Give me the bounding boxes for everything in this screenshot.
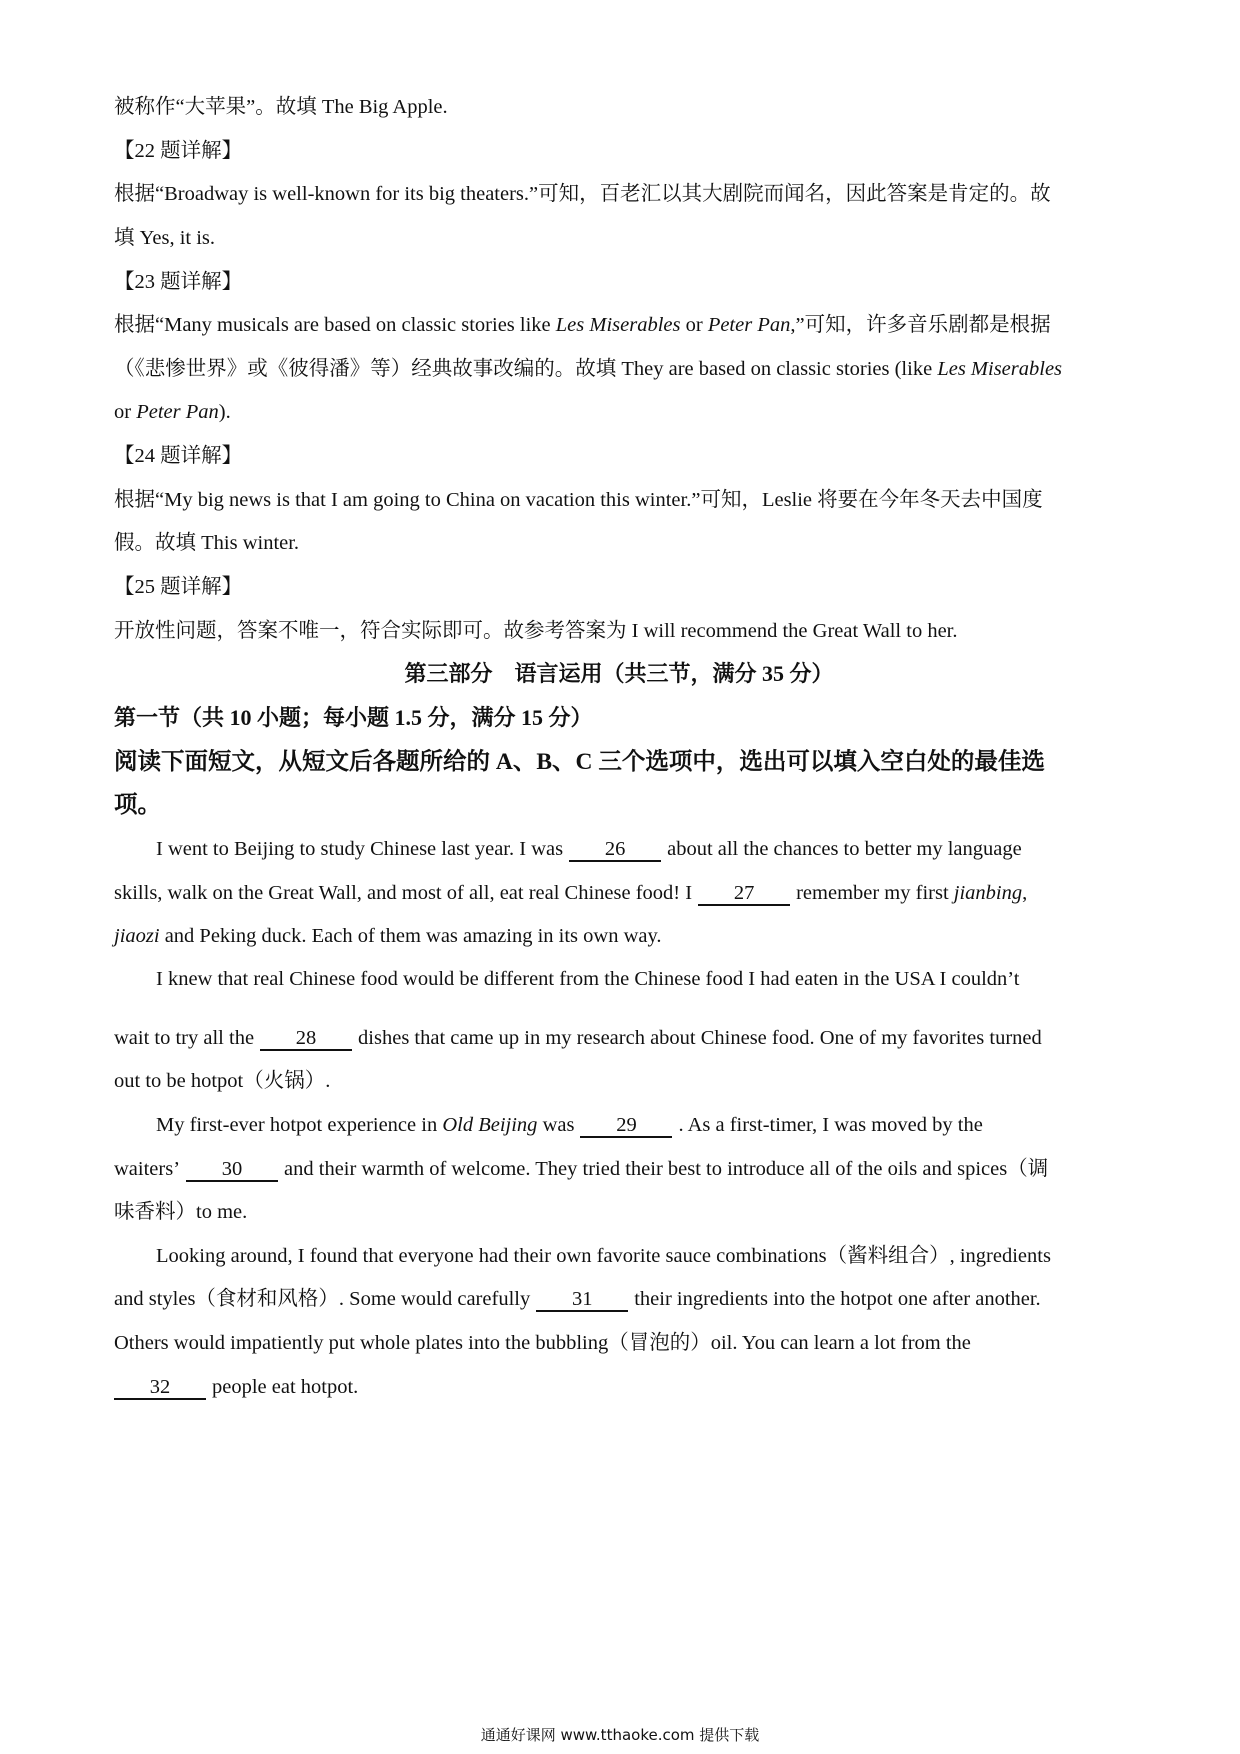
part-title: 第三部分 语言运用（共三节，满分 35 分） <box>404 661 834 686</box>
blank-30: 30 <box>186 1158 278 1182</box>
text-run: ,”可知，许多音乐剧都是根据 <box>790 314 1051 336</box>
text-run: I went to Beijing to study Chinese last year. I was <box>156 838 564 860</box>
text-run: people eat hotpot. <box>212 1376 359 1398</box>
passage-line <box>114 1373 1124 1401</box>
text-run: and Peking duck. Each of them was amazing in its own way. <box>159 925 662 947</box>
text-line <box>114 311 1124 339</box>
section-subtitle: 第一节（共 10 小题；每小题 1.5 分，满分 15 分） <box>114 705 593 730</box>
passage-line <box>156 1111 1166 1139</box>
passage-line <box>114 1155 1124 1183</box>
passage-line: Others would impatiently put whole plates into the bubbling（冒泡的）oil. You can learn a lot from the <box>114 1332 971 1354</box>
italic-word: jiaozi <box>114 925 160 947</box>
question-heading-23: 【23 题详解】 <box>114 271 243 293</box>
question-heading-25: 【25 题详解】 <box>114 576 243 598</box>
passage-line: 味香料）to me. <box>114 1201 248 1223</box>
passage-line <box>114 1285 1124 1313</box>
italic-title: Peter Pan <box>136 401 219 423</box>
blank-26: 26 <box>569 838 661 862</box>
text-line: 根据“Broadway is well-known for its big theaters.”可知，百老汇以其大剧院而闻名，因此答案是肯定的。故 <box>114 183 1051 205</box>
text-run: skills, walk on the Great Wall, and most of all, eat real Chinese food! I <box>114 882 693 904</box>
passage-line <box>114 922 1124 950</box>
text-run: and styles（食材和风格）. Some would carefully <box>114 1288 531 1310</box>
instruction-text: 阅读下面短文，从短文后各题所给的 A、B、C 三个选项中，选出可以填入空白处的最佳选 <box>114 749 1045 775</box>
passage-line <box>114 879 1124 907</box>
text-line: 填 Yes, it is. <box>114 227 216 249</box>
text-run: , <box>1022 882 1028 904</box>
text-run: and their warmth of welcome. They tried their best to introduce all of the oils and spices（调 <box>284 1158 1049 1180</box>
passage-line: out to be hotpot（火锅）. <box>114 1070 331 1092</box>
italic-word: jianbing <box>953 882 1023 904</box>
text-line: 被称作“大苹果”。故填 The Big Apple. <box>114 96 448 118</box>
text-run: waiters’ <box>114 1158 181 1180</box>
question-heading-24: 【24 题详解】 <box>114 445 243 467</box>
italic-title: Les Miserables <box>555 314 681 336</box>
blank-28: 28 <box>260 1027 352 1051</box>
text-line: 开放性问题，答案不唯一，符合实际即可。故参考答案为 I will recommend the Great Wall to her. <box>114 620 958 642</box>
text-run: dishes that came up in my research about Chinese food. One of my favorites turned <box>358 1027 1042 1049</box>
italic-title: Les Miserables <box>937 358 1063 380</box>
text-run: or <box>114 401 137 423</box>
instruction-text: 项。 <box>114 792 161 818</box>
text-run: about all the chances to better my language <box>667 838 1022 860</box>
italic-word: Old Beijing <box>442 1114 538 1136</box>
page-footer: 通通好课网 www.tthaoke.com 提供下载 <box>480 1726 760 1744</box>
text-line: 根据“My big news is that I am going to China on vacation this winter.”可知，Leslie 将要在今年冬天去中国度 <box>114 489 1043 511</box>
text-run: was <box>537 1114 575 1136</box>
text-run: their ingredients into the hotpot one after another. <box>634 1288 1041 1310</box>
text-run: 根据“Many musicals are based on classic stories like <box>114 314 556 336</box>
passage-line <box>114 1024 1124 1052</box>
text-run: ). <box>218 401 231 423</box>
blank-29: 29 <box>580 1114 672 1138</box>
text-line: 假。故填 This winter. <box>114 532 300 554</box>
question-heading-22: 【22 题详解】 <box>114 140 243 162</box>
passage-line <box>156 835 1166 863</box>
text-run: My first-ever hotpot experience in <box>156 1114 443 1136</box>
text-line <box>114 355 1124 383</box>
text-run: （《悲惨世界》或《彼得潘》等）经典故事改编的。故填 They are based on classic stories (like <box>114 358 938 380</box>
text-run: remember my first <box>796 882 954 904</box>
passage-line: I knew that real Chinese food would be different from the Chinese food I had eaten in the USA I couldn’t <box>156 968 1020 990</box>
passage-line: Looking around, I found that everyone had their own favorite sauce combinations（酱料组合）, ingredients <box>156 1245 1051 1267</box>
text-run: . As a first-timer, I was moved by the <box>678 1114 983 1136</box>
blank-32: 32 <box>114 1376 206 1400</box>
text-run: wait to try all the <box>114 1027 255 1049</box>
blank-31: 31 <box>536 1288 628 1312</box>
blank-27: 27 <box>698 882 790 906</box>
italic-title: Peter Pan <box>707 314 791 336</box>
text-run: or <box>680 314 708 336</box>
text-line <box>114 398 1124 426</box>
